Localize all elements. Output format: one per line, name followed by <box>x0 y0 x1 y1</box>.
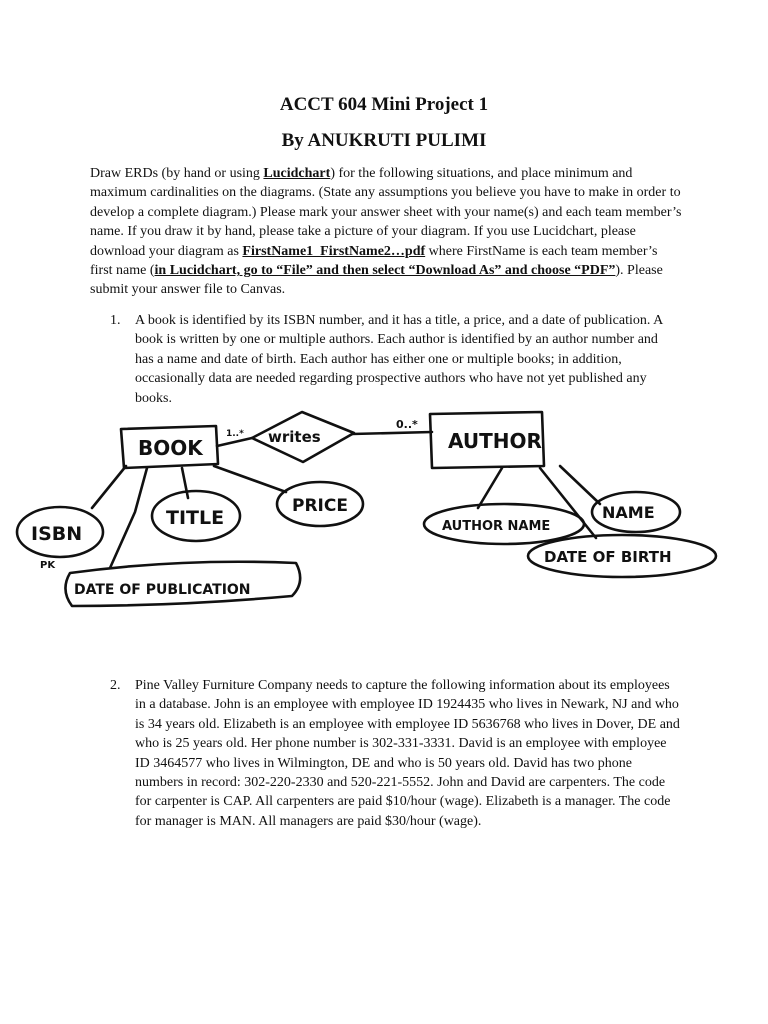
download-instruction: in Lucidchart, go to “File” and then select “Download As” and choose “PDF” <box>154 263 616 279</box>
filename-format: FirstName1_FirstName2…pdf <box>242 243 426 259</box>
name-attribute-label: NAME <box>602 503 655 522</box>
isbn-attribute-label: ISBN <box>31 523 83 545</box>
author-name-attribute-label: AUTHOR NAME <box>442 519 551 534</box>
intro-text-4: ). Please submit your answer file to Canvas. <box>90 263 663 298</box>
author-entity-label: AUTHOR <box>448 429 542 453</box>
author-authorname-line <box>478 468 502 508</box>
question-number: 1. <box>110 313 121 328</box>
book-isbn-line <box>92 466 126 508</box>
intro-text-1: Draw ERDs (by hand or using <box>90 166 264 181</box>
title-attribute-label: TITLE <box>166 507 225 529</box>
instructions-paragraph <box>90 164 682 300</box>
author-name-line <box>560 466 600 504</box>
price-attribute-label: PRICE <box>292 496 348 516</box>
author-cardinality: 0..* <box>396 418 418 431</box>
document-title: ACCT 604 Mini Project 1 <box>279 94 489 115</box>
erd-diagram <box>0 400 768 615</box>
date-of-birth-attribute-label: DATE OF BIRTH <box>544 548 672 566</box>
question-text: A book is identified by its ISBN number, and it has a title, a price, and a date of publication. A book is written by one or multiple authors. Each author is identified by an author number and has a name and date of birth. Each author has either one or multiple books; in addition, occasionally data are needed regarding prospective authors who have not yet published any books. <box>135 313 663 406</box>
book-writes-line <box>217 438 252 446</box>
writes-relationship-label: writes <box>268 428 321 446</box>
book-cardinality: 1..* <box>226 429 244 439</box>
writes-author-line <box>352 432 432 434</box>
book-entity-label: BOOK <box>138 436 203 460</box>
date-of-publication-attribute-label: DATE OF PUBLICATION <box>74 582 251 598</box>
intro-text-2: ) for the following situations, and place minimum and maximum cardinalities on the diagrams. (State any assumptions you believe you have to make in order to develop a complete diagram.) Please mark your answer sheet with your name(s) and each team member’s name. If you draw it by hand, please take a picture of your diagram. If you use Lucidchart, please download your diagram as <box>90 166 682 259</box>
question-text: Pine Valley Furniture Company needs to capture the following information about its employees in a database. John is an employee with employee ID 1924435 who lives in Newark, NJ and who is 34 years old. Elizabeth is an employee with employee ID 5636768 who lives in Dover, DE and who is 25 years old. Her phone number is 302-331-3331. David is an employee with employee ID 3464577 who lives in Wilmington, DE and who is 50 years old. David has two phone numbers in record: 302-220-2330 and 520-221-5552. John and David are carpenters. The code for carpenter is CAP. All carpenters are paid $10/hour (wage). Elizabeth is a manager. The code for manager is MAN. All managers are paid $30/hour (wage). <box>135 678 680 829</box>
lucidchart-link: Lucidchart <box>263 166 331 181</box>
primary-key-marker: PK <box>40 560 56 571</box>
intro-text-3: where FirstName is each team member’s first name ( <box>90 243 658 279</box>
book-price-line <box>214 466 286 492</box>
question-number: 2. <box>110 678 121 693</box>
document-author: By ANUKRUTI PULIMI <box>281 130 487 151</box>
book-title-line <box>182 468 188 498</box>
book-date-line <box>110 468 147 568</box>
